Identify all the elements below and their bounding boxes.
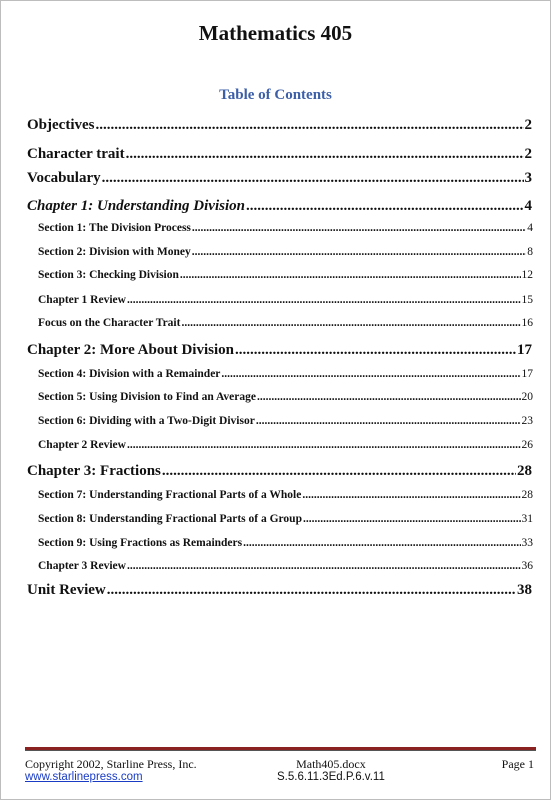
toc-dot-leader <box>246 198 524 215</box>
toc-dot-leader <box>256 415 521 427</box>
toc-dot-leader <box>107 582 516 599</box>
toc-entry <box>38 246 533 258</box>
toc-entry <box>38 537 533 549</box>
toc-entry <box>38 294 533 306</box>
toc-entry-page: 33 <box>521 537 533 549</box>
toc-entry <box>38 391 533 403</box>
toc-entry-title: Character trait <box>27 146 125 162</box>
toc-entry <box>38 368 533 380</box>
toc-entry-title: Chapter 2 Review <box>38 439 126 451</box>
toc-dot-leader <box>126 146 524 163</box>
toc-dot-leader <box>181 317 520 329</box>
toc-dot-leader <box>95 117 523 134</box>
toc-entry <box>38 269 533 281</box>
toc-heading: Table of Contents <box>219 87 332 103</box>
toc-entry-page: 28 <box>517 463 532 479</box>
toc-dot-leader <box>257 391 521 403</box>
toc-entry-title: Chapter 1: Understanding Division <box>27 198 245 214</box>
toc-entry-title: Focus on the Character Trait <box>38 317 181 329</box>
toc-entry <box>38 513 533 525</box>
toc-entry-page: 17 <box>517 342 532 358</box>
toc-entry <box>27 198 532 215</box>
toc-entry-title: Section 8: Understanding Fractional Parts of a Group <box>38 513 302 525</box>
toc-entry-page: 28 <box>521 489 533 501</box>
toc-entry <box>38 222 533 234</box>
toc-entry <box>38 489 533 501</box>
toc-entry-title: Chapter 1 Review <box>38 294 126 306</box>
toc-entry-title: Section 4: Division with a Remainder <box>38 368 221 380</box>
toc-entry <box>27 170 532 187</box>
footer-page-number: Page 1 <box>501 757 534 771</box>
toc-dot-leader <box>235 342 516 359</box>
footer-version: S.5.6.11.3Ed.P.6.v.11 <box>277 771 385 783</box>
toc-dot-leader <box>127 439 521 451</box>
toc-entry-title: Section 9: Using Fractions as Remainders <box>38 537 243 549</box>
toc-entry <box>27 342 532 359</box>
toc-entry <box>27 146 532 163</box>
toc-dot-leader <box>302 489 520 501</box>
toc-entry <box>38 560 533 572</box>
toc-entry-page: 2 <box>524 146 532 162</box>
toc-entry-page: 26 <box>521 439 533 451</box>
toc-dot-leader <box>243 537 520 549</box>
footer-divider <box>25 747 536 751</box>
toc-entry-title: Objectives <box>27 117 95 133</box>
toc-entry-page: 3 <box>524 170 532 186</box>
toc-entry <box>27 117 532 134</box>
toc-entry-page: 23 <box>521 415 533 427</box>
toc-entry-page: 4 <box>527 222 533 234</box>
toc-entry-page: 8 <box>527 246 533 258</box>
toc-dot-leader <box>192 222 526 234</box>
toc-dot-leader <box>127 294 521 306</box>
toc-entry <box>38 439 533 451</box>
toc-entry-page: 2 <box>524 117 532 133</box>
toc-entry-title: Section 3: Checking Division <box>38 269 179 281</box>
footer-filename: Math405.docx <box>296 757 366 771</box>
toc-entry <box>38 415 533 427</box>
document-title: Mathematics 405 <box>198 21 353 45</box>
toc-entry-page: 16 <box>521 317 533 329</box>
toc-entry <box>38 317 533 329</box>
toc-entry-title: Section 1: The Division Process <box>38 222 191 234</box>
toc-entry-title: Section 5: Using Division to Find an Average <box>38 391 256 403</box>
toc-entry-title: Section 6: Dividing with a Two-Digit Divisor <box>38 415 255 427</box>
toc-entry-page: 20 <box>521 391 533 403</box>
toc-entry-page: 4 <box>524 198 532 214</box>
footer-copyright: Copyright 2002, Starline Press, Inc. <box>25 757 197 771</box>
toc-entry-page: 12 <box>521 269 533 281</box>
toc-entry-title: Chapter 2: More About Division <box>27 342 234 358</box>
toc-dot-leader <box>127 560 521 572</box>
toc-dot-leader <box>102 170 524 187</box>
toc-entry-title: Section 7: Understanding Fractional Parts of a Whole <box>38 489 302 501</box>
toc-dot-leader <box>221 368 520 380</box>
footer-website-link[interactable]: www.starlinepress.com <box>25 771 143 783</box>
toc-entry-title: Section 2: Division with Money <box>38 246 191 258</box>
toc-entry-title: Chapter 3 Review <box>38 560 126 572</box>
toc-entry-page: 17 <box>521 368 533 380</box>
toc-entry-title: Vocabulary <box>27 170 101 186</box>
toc-entry-page: 36 <box>521 560 533 572</box>
toc-entry-page: 15 <box>521 294 533 306</box>
toc-entry-page: 31 <box>521 513 533 525</box>
toc-entry <box>27 582 532 599</box>
toc-entry-page: 38 <box>517 582 532 598</box>
toc-entry <box>27 463 532 480</box>
toc-entry-title: Unit Review <box>27 582 106 598</box>
toc-dot-leader <box>303 513 521 525</box>
toc-dot-leader <box>162 463 516 480</box>
toc-entry-title: Chapter 3: Fractions <box>27 463 161 479</box>
toc-dot-leader <box>192 246 527 258</box>
toc-dot-leader <box>180 269 521 281</box>
